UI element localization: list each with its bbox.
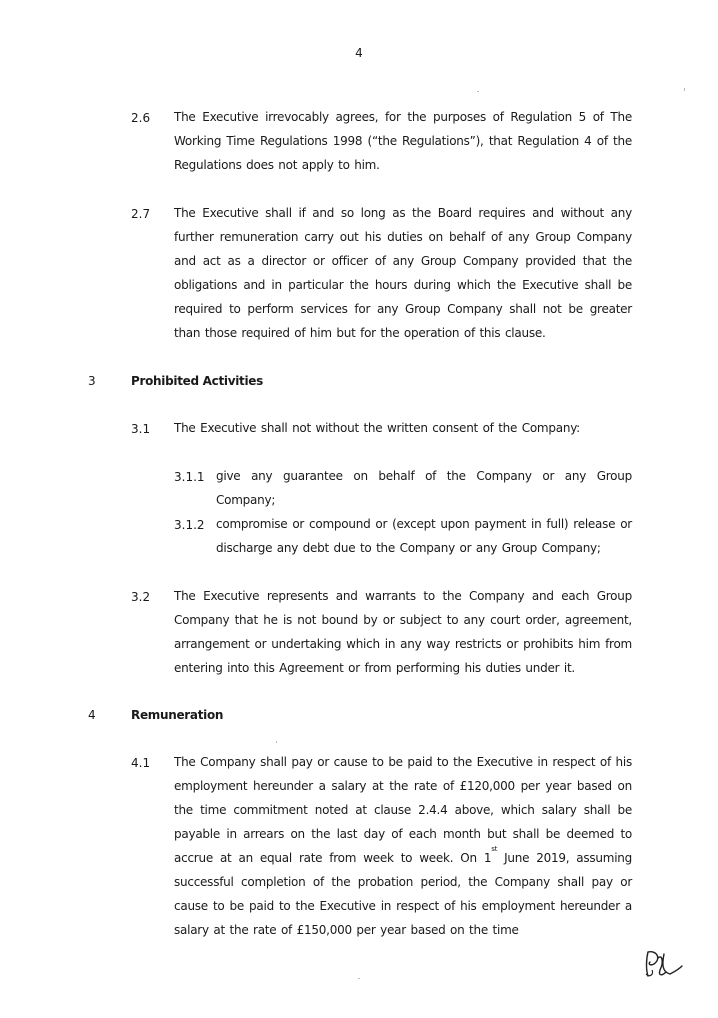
clause-2-6-number: 2.6	[131, 111, 151, 125]
section-3-heading: Prohibited Activities	[131, 374, 263, 388]
clause-3-1-1-text: give any guarantee on behalf of the Company or any Group Company;	[216, 469, 632, 507]
ordinal-superscript: st	[491, 845, 498, 853]
clause-3-2-text: The Executive represents and warrants to the Company and each Group Company that he is not bound by or subject to any court order, agreement, arrangement or undertaking which in any way restricts or prohibits him from entering into this Agreement or from performing his duties under it.	[174, 589, 632, 675]
section-4-heading: Remuneration	[131, 708, 224, 722]
scan-speck	[684, 88, 685, 91]
scan-speck	[276, 741, 277, 743]
clause-3-1-2-text: compromise or compound or (except upon payment in full) release or discharge any debt due to the Company or any Group Company;	[216, 517, 632, 555]
scan-speck	[477, 91, 479, 92]
clause-3-1-2-number: 3.1.2	[174, 518, 205, 532]
clause-4-1-number: 4.1	[131, 756, 151, 770]
clause-3-2-number: 3.2	[131, 590, 151, 604]
clause-2-7-text: The Executive shall if and so long as the Board requires and without any further remuneration carry out his duties on behalf of any Group Company and act as a director or officer of any Group Company provided that the obligations and in particular the hours during which the Executive shall be required to perform services for any Group Company shall not be greater than those required of him but for the operation of this clause.	[174, 206, 632, 340]
section-4-number: 4	[88, 708, 96, 722]
clause-2-6-text: The Executive irrevocably agrees, for the purposes of Regulation 5 of The Working Time Regulations 1998 (“the Regulations”), that Regulation 4 of the Regulations does not apply to him.	[174, 110, 632, 172]
clause-3-1-1-number: 3.1.1	[174, 470, 205, 484]
clause-4-1-text-part2: June 2019, assuming successful completion of the probation period, the Company shall pay or cause to be paid to the Executive in respect of his employment hereunder a salary at the rate of £150,000 per year based on the time	[174, 851, 633, 937]
clause-2-7-number: 2.7	[131, 207, 151, 221]
clause-3-1-text: The Executive shall not without the written consent of the Company:	[174, 421, 580, 435]
handwritten-initials-icon	[640, 944, 690, 984]
page-number: 4	[355, 46, 363, 60]
clause-4-1-text	[174, 750, 632, 942]
clause-3-1-number: 3.1	[131, 422, 151, 436]
scan-speck	[358, 978, 360, 979]
clause-4-1-text-part1: The Company shall pay or cause to be paid to the Executive in respect of his employment hereunder a salary at the rate of £120,000 per year based on the time commitment noted at clause 2.4.4 above, which salary shall be payable in arrears on the last day of each month but shall be deemed to accrue at an equal rate from week to week. On 1	[174, 755, 632, 865]
section-3-number: 3	[88, 374, 96, 388]
